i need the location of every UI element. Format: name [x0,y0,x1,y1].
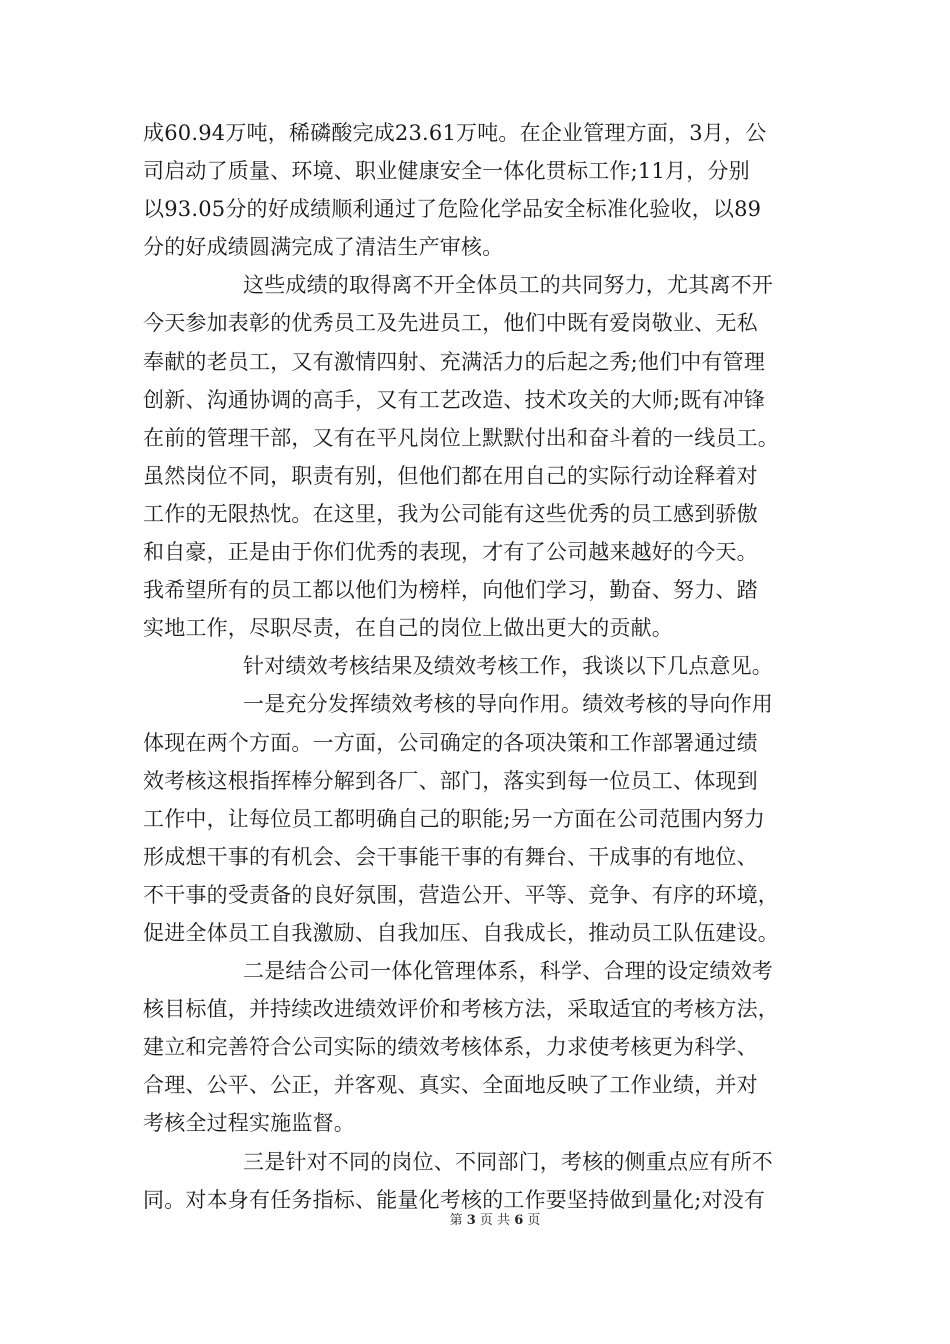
text-line: 工作的无限热忱。在这里，我为公司能有这些优秀的员工感到骄傲 [143,501,758,526]
current-page-number: 3 [466,1213,476,1228]
text-line: 促进全体员工自我激励、自我加压、自我成长，推动员工队伍建设。 [143,920,779,945]
footer-middle: 页 共 [479,1213,511,1228]
text-line: 分的好成绩圆满完成了清洁生产审核。 [143,235,504,260]
document-body [143,114,811,1219]
text-line: 核目标值，并持续改进绩效评价和考核方法，采取适宜的考核方法， [143,997,779,1022]
text-line: 合理、公平、公正，并客观、真实、全面地反映了工作业绩，并对 [143,1073,758,1098]
text-line: 以93.05分的好成绩顺利通过了危险化学品安全标准化验收，以89 [143,197,762,222]
text-line: 虽然岗位不同，职责有别，但他们都在用自己的实际行动诠释着对 [143,463,758,488]
text-line: 在前的管理干部，又有在平凡岗位上默默付出和奋斗着的一线员工。 [143,425,779,450]
text-line: 实地工作，尽职尽责，在自己的岗位上做出更大的贡献。 [143,616,673,641]
total-page-number: 6 [514,1213,524,1228]
text-line: 一是充分发挥绩效考核的导向作用。绩效考核的导向作用 [243,692,773,717]
text-line: 考核全过程实施监督。 [143,1111,355,1136]
text-line: 成60.94万吨，稀磷酸完成23.61万吨。在企业管理方面，3月，公 [143,121,767,145]
footer-suffix: 页 [527,1213,541,1228]
text-line: 同。对本身有任务指标、能量化考核的工作要坚持做到量化;对没有 [143,1187,766,1212]
text-line: 三是针对不同的岗位、不同部门，考核的侧重点应有所不 [243,1149,773,1174]
text-line: 形成想干事的有机会、会干事能干事的有舞台、干成事的有地位、 [143,844,758,869]
text-line: 二是结合公司一体化管理体系，科学、合理的设定绩效考 [243,959,773,984]
text-line: 工作中，让每位员工都明确自己的职能;另一方面在公司范围内努力 [143,806,766,831]
text-line: 今天参加表彰的优秀员工及先进员工，他们中既有爱岗敬业、无私 [143,311,758,336]
text-line: 我希望所有的员工都以他们为榜样，向他们学习，勤奋、努力、踏 [143,578,758,603]
text-line: 司启动了质量、环境、职业健康安全一体化贯标工作;11月，分别 [143,159,750,184]
text-line: 创新、沟通协调的高手，又有工艺改造、技术攻关的大师;既有冲锋 [143,387,766,412]
footer-prefix: 第 [449,1213,463,1228]
text-line: 针对绩效考核结果及绩效考核工作，我谈以下几点意见。 [243,654,773,679]
text-line: 体现在两个方面。一方面，公司确定的各项决策和工作部署通过绩 [143,730,758,755]
text-line: 不干事的受责备的良好氛围，营造公开、平等、竞争、有序的环境， [143,882,779,907]
text-line: 建立和完善符合公司实际的绩效考核体系，力求使考核更为科学、 [143,1035,758,1060]
page-footer [0,1209,950,1228]
text-line: 效考核这根指挥棒分解到各厂、部门，落实到每一位员工、体现到 [143,768,758,793]
text-line: 这些成绩的取得离不开全体员工的共同努力，尤其离不开 [243,273,773,298]
text-line: 奉献的老员工，又有激情四射、充满活力的后起之秀;他们中有管理 [143,349,766,374]
text-line: 和自豪，正是由于你们优秀的表现，才有了公司越来越好的今天。 [143,540,758,565]
